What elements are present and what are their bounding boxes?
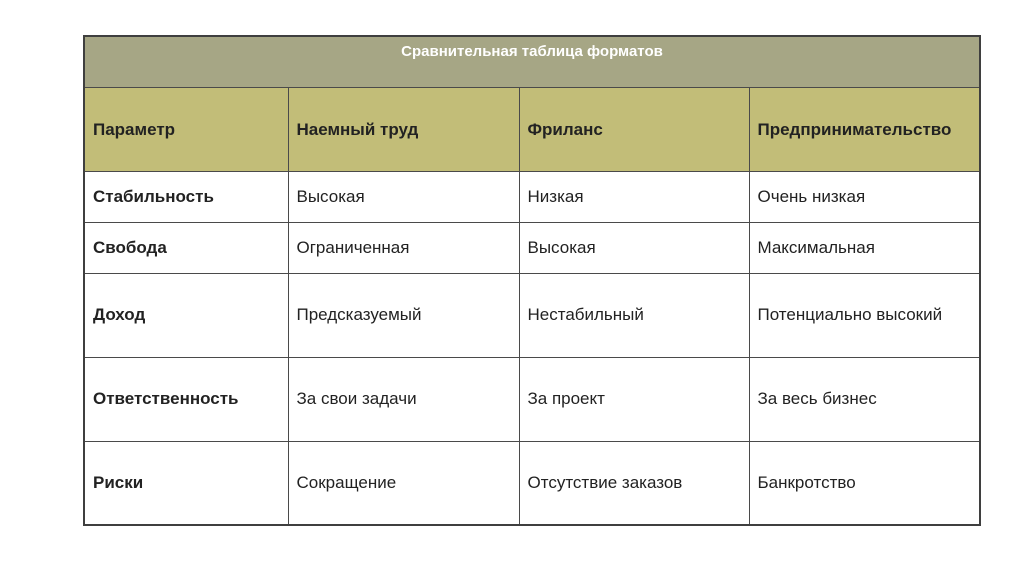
table-title-row [84, 36, 980, 87]
table-title: Сравнительная таблица форматов [84, 36, 980, 87]
table-row [84, 357, 980, 441]
table-row [84, 222, 980, 273]
row-param-stability: Стабильность [84, 171, 288, 222]
cell-hired: За свои задачи [288, 357, 519, 441]
row-param-freedom: Свобода [84, 222, 288, 273]
cell-hired: Сокращение [288, 441, 519, 525]
row-param-responsibility: Ответственность [84, 357, 288, 441]
row-param-risks: Риски [84, 441, 288, 525]
cell-business: Потенциально высокий [749, 273, 980, 357]
cell-freelance: За проект [519, 357, 749, 441]
row-param-income: Доход [84, 273, 288, 357]
header-hired-work: Наемный труд [288, 87, 519, 171]
header-entrepreneurship: Предпринимательство [749, 87, 980, 171]
cell-freelance: Высокая [519, 222, 749, 273]
cell-freelance: Отсутствие заказов [519, 441, 749, 525]
table-row [84, 273, 980, 357]
header-freelance: Фриланс [519, 87, 749, 171]
table-row [84, 171, 980, 222]
cell-hired: Ограниченная [288, 222, 519, 273]
cell-hired: Предсказуемый [288, 273, 519, 357]
cell-business: Банкротство [749, 441, 980, 525]
cell-business: Максимальная [749, 222, 980, 273]
table-header-row [84, 87, 980, 171]
cell-business: Очень низкая [749, 171, 980, 222]
cell-business: За весь бизнес [749, 357, 980, 441]
header-parameter: Параметр [84, 87, 288, 171]
cell-freelance: Нестабильный [519, 273, 749, 357]
comparison-table [83, 35, 981, 526]
cell-hired: Высокая [288, 171, 519, 222]
table-row [84, 441, 980, 525]
cell-freelance: Низкая [519, 171, 749, 222]
